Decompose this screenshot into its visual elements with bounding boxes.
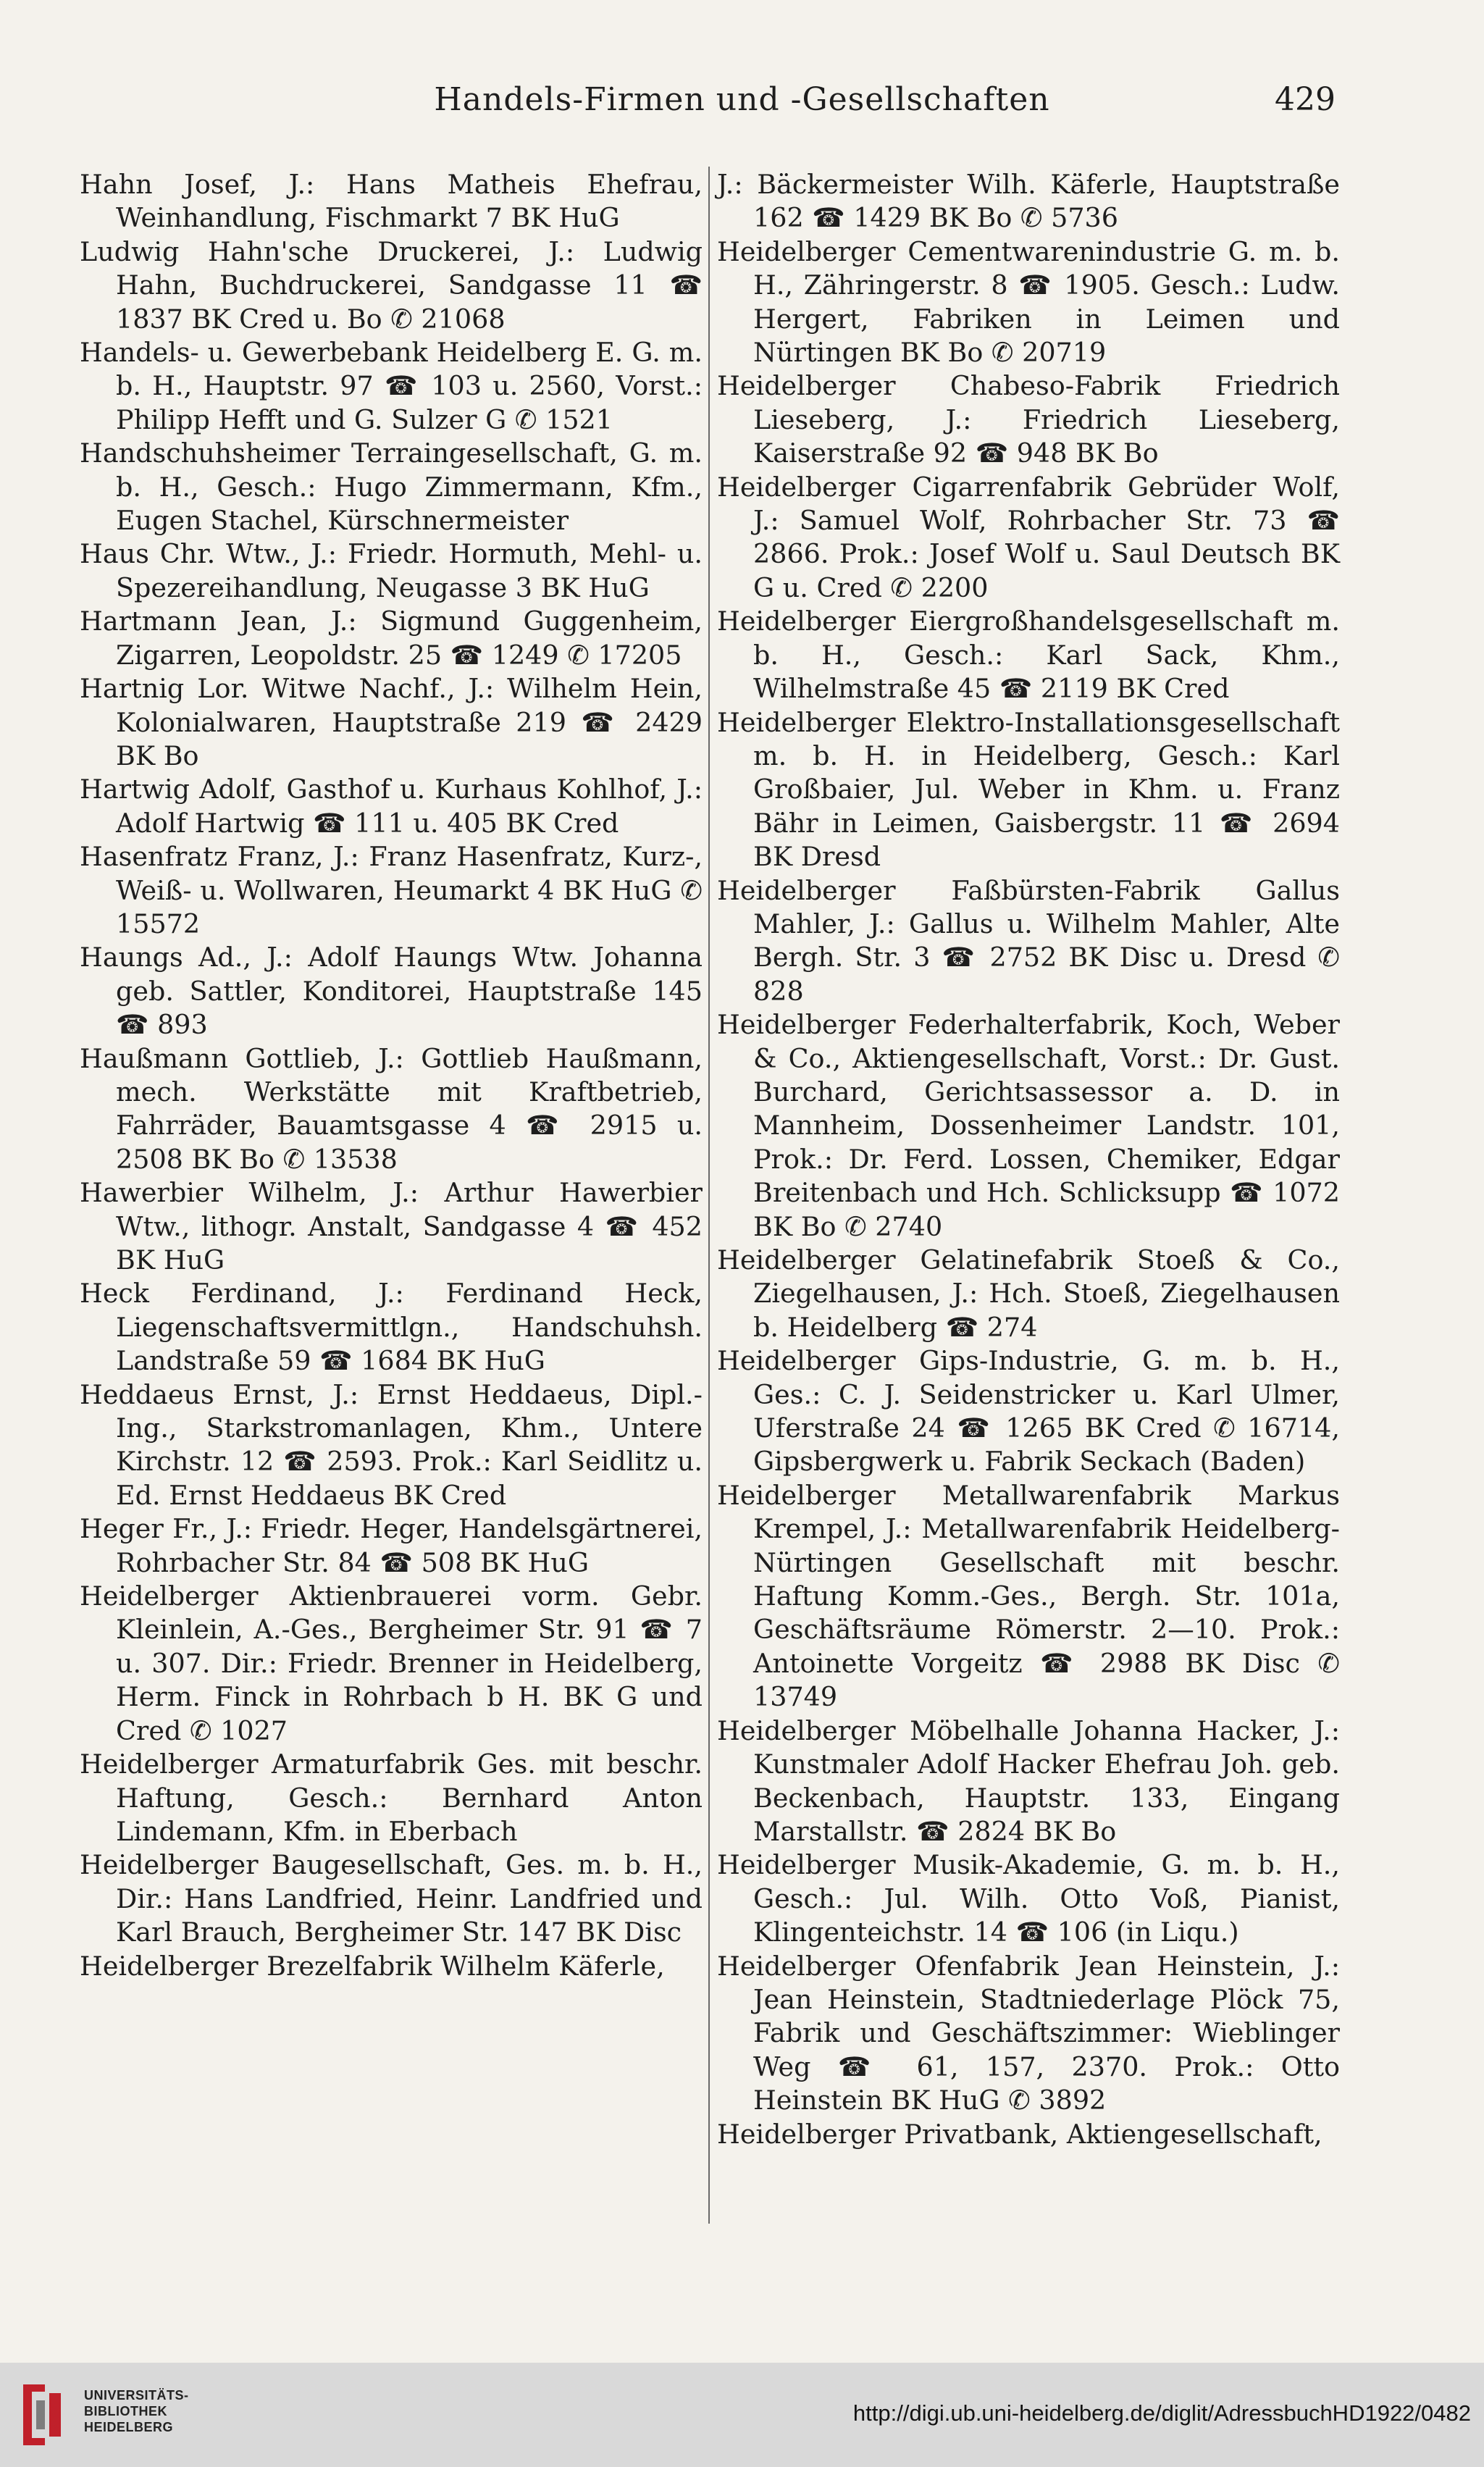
directory-entry: Heidelberger Cigarrenfabrik Gebrüder Wolf, J.: Samuel Wolf, Rohrbacher Str. 73 ☎ 2866. Prok.: Josef Wolf u. Saul Deutsch BK G u. Cred ✆ 2200 [717, 471, 1340, 603]
directory-entry: Heidelberger Eiergroßhandelsgesellschaft m. b. H., Gesch.: Karl Sack, Khm., Wilhelmstraße 45 ☎ 2119 BK Cred [717, 606, 1340, 705]
directory-entry: Heger Fr., J.: Friedr. Heger, Handelsgärtnerei, Rohrbacher Str. 84 ☎ 508 BK HuG [80, 1513, 703, 1578]
left-column [80, 168, 703, 1983]
directory-entry: Heidelberger Brezelfabrik Wilhelm Käferle, [80, 1950, 665, 1982]
footer-bar [0, 2363, 1484, 2467]
logo-line: HEIDELBERG [84, 2420, 174, 2434]
directory-entry: Heidelberger Aktienbrauerei vorm. Gebr. Kleinlein, A.-Ges., Bergheimer Str. 91 ☎ 7 u. 307. Dir.: Friedr. Brenner in Heidelberg, Herm. Finck in Rohrbach b H. BK G und Cred ✆ 1027 [80, 1580, 703, 1746]
directory-entry: Hartnig Lor. Witwe Nachf., J.: Wilhelm Hein, Kolonialwaren, Hauptstraße 219 ☎ 2429 BK Bo [80, 673, 703, 771]
library-logo-text [84, 2387, 189, 2435]
directory-entry: Heidelberger Cementwarenindustrie G. m. b. H., Zähringerstr. 8 ☎ 1905. Gesch.: Ludw. Hergert, Fabriken in Leimen und Nürtingen BK Bo ✆ 20719 [717, 235, 1340, 369]
university-library-logo-icon [16, 2379, 68, 2451]
directory-entry: Heidelberger Baugesellschaft, Ges. m. b. H., Dir.: Hans Landfried, Heinr. Landfried und Karl Brauch, Bergheimer Str. 147 BK Disc [80, 1849, 703, 1948]
directory-entry: Haußmann Gottlieb, J.: Gottlieb Haußmann, mech. Werkstätte mit Kraftbetrieb, Fahrräder, Bauamtsgasse 4 ☎ 2915 u. 2508 BK Bo ✆ 13538 [80, 1042, 703, 1175]
directory-entry: Heidelberger Musik-Akademie, G. m. b. H., Gesch.: Jul. Wilh. Otto Voß, Pianist, Klingenteichstr. 14 ☎ 106 (in Liqu.) [717, 1849, 1340, 1948]
directory-entry: Heidelberger Ofenfabrik Jean Heinstein, J.: Jean Heinstein, Stadtniederlage Plöck 75, Fabrik und Geschäftszimmer: Wieblinger Weg ☎ 61, 157, 2370. Prok.: Otto Heinstein BK HuG ✆ 3892 [717, 1950, 1340, 2116]
right-column [717, 168, 1340, 2151]
logo-line: BIBLIOTHEK [84, 2404, 167, 2418]
directory-entry: J.: Bäckermeister Wilh. Käferle, Hauptstraße 162 ☎ 1429 BK Bo ✆ 5736 [717, 169, 1340, 234]
logo-line: UNIVERSITÄTS- [84, 2388, 189, 2403]
directory-entry: Handels- u. Gewerbebank Heidelberg E. G. m. b. H., Hauptstr. 97 ☎ 103 u. 2560, Vorst.: Philipp Hefft und G. Sulzer G ✆ 1521 [80, 337, 703, 435]
directory-entry: Heidelberger Chabeso-Fabrik Friedrich Lieseberg, J.: Friedrich Lieseberg, Kaiserstraße 92 ☎ 948 BK Bo [717, 370, 1340, 469]
directory-entry: Hahn Josef, J.: Hans Matheis Ehefrau, Weinhandlung, Fischmarkt 7 BK HuG [80, 169, 703, 234]
directory-entry: Heck Ferdinand, J.: Ferdinand Heck, Liegenschaftsvermittlgn., Handschuhsh. Landstraße 59 ☎ 1684 BK HuG [80, 1278, 703, 1377]
directory-entry: Haus Chr. Wtw., J.: Friedr. Hormuth, Mehl- u. Spezereihandlung, Neugasse 3 BK HuG [80, 538, 703, 603]
directory-entry: Heidelberger Privatbank, Aktiengesellschaft, [717, 2118, 1322, 2150]
directory-entry: Heidelberger Armaturfabrik Ges. mit beschr. Haftung, Gesch.: Bernhard Anton Lindemann, Kfm. in Eberbach [80, 1748, 703, 1847]
directory-entry: Hawerbier Wilhelm, J.: Arthur Hawerbier Wtw., lithogr. Anstalt, Sandgasse 4 ☎ 452 BK HuG [80, 1177, 703, 1276]
directory-entry: Hartmann Jean, J.: Sigmund Guggenheim, Zigarren, Leopoldstr. 25 ☎ 1249 ✆ 17205 [80, 606, 703, 671]
directory-entry: Handschuhsheimer Terraingesellschaft, G. m. b. H., Gesch.: Hugo Zimmermann, Kfm., Eugen Stachel, Kürschnermeister [80, 437, 703, 537]
page-header-title: Handels-Firmen und -Gesellschaften [434, 81, 1050, 118]
directory-entry: Heidelberger Gips-Industrie, G. m. b. H., Ges.: C. J. Seidenstricker u. Karl Ulmer, Uferstraße 24 ☎ 1265 BK Cred ✆ 16714, Gipsbergwerk u. Fabrik Seckach (Baden) [717, 1345, 1340, 1478]
directory-entry: Heidelberger Federhalterfabrik, Koch, Weber & Co., Aktiengesellschaft, Vorst.: Dr. Gust. Burchard, Gerichtsassessor a. D. in Mannheim, Dossenheimer Landstr. 101, Prok.: Dr. Ferd. Lossen, Chemiker, Edgar Breitenbach und Hch. Schlicksupp ☎ 1072 BK Bo ✆ 2740 [717, 1009, 1340, 1242]
directory-entry: Heidelberger Elektro-Installationsgesellschaft m. b. H. in Heidelberg, Gesch.: Karl Großbaier, Jul. Weber in Khm. u. Franz Bähr in Leimen, Gaisbergstr. 11 ☎ 2694 BK Dresd [717, 706, 1340, 873]
directory-entry: Heidelberger Möbelhalle Johanna Hacker, J.: Kunstmaler Adolf Hacker Ehefrau Joh. geb. Beckenbach, Hauptstr. 133, Eingang Marstallstr. ☎ 2824 BK Bo [717, 1714, 1340, 1847]
directory-entry: Heddaeus Ernst, J.: Ernst Heddaeus, Dipl.-Ing., Starkstromanlagen, Khm., Untere Kirchstr. 12 ☎ 2593. Prok.: Karl Seidlitz u. Ed. Ernst Heddaeus BK Cred [80, 1378, 703, 1511]
directory-entry: Heidelberger Gelatinefabrik Stoeß & Co., Ziegelhausen, J.: Hch. Stoeß, Ziegelhausen b. Heidelberg ☎ 274 [717, 1244, 1340, 1343]
directory-entry: Ludwig Hahn'sche Druckerei, J.: Ludwig Hahn, Buchdruckerei, Sandgasse 11 ☎ 1837 BK Cred u. Bo ✆ 21068 [80, 235, 703, 335]
source-url-link[interactable]: http://digi.ub.uni-heidelberg.de/diglit/AdressbuchHD1922/0482 [852, 2400, 1471, 2426]
directory-entry: Hasenfratz Franz, J.: Franz Hasenfratz, Kurz-, Weiß- u. Wollwaren, Heumarkt 4 BK HuG ✆ 15572 [80, 841, 703, 939]
directory-entry: Heidelberger Faßbürsten-Fabrik Gallus Mahler, J.: Gallus u. Wilhelm Mahler, Alte Bergh. Str. 3 ☎ 2752 BK Disc u. Dresd ✆ 828 [717, 874, 1340, 1007]
directory-entry: Hartwig Adolf, Gasthof u. Kurhaus Kohlhof, J.: Adolf Hartwig ☎ 111 u. 405 BK Cred [80, 774, 703, 839]
directory-entry: Heidelberger Metallwarenfabrik Markus Krempel, J.: Metallwarenfabrik Heidelberg-Nürtingen Gesellschaft mit beschr. Haftung Komm.-Ges., Bergh. Str. 101a, Geschäftsräume Römerstr. 2—10. Prok.: Antoinette Vorgeitz ☎ 2988 BK Disc ✆ 13749 [717, 1479, 1340, 1713]
page-number: 429 [1275, 81, 1336, 118]
directory-entry: Haungs Ad., J.: Adolf Haungs Wtw. Johanna geb. Sattler, Konditorei, Hauptstraße 145 ☎ 893 [80, 942, 703, 1041]
column-divider [708, 167, 710, 2224]
